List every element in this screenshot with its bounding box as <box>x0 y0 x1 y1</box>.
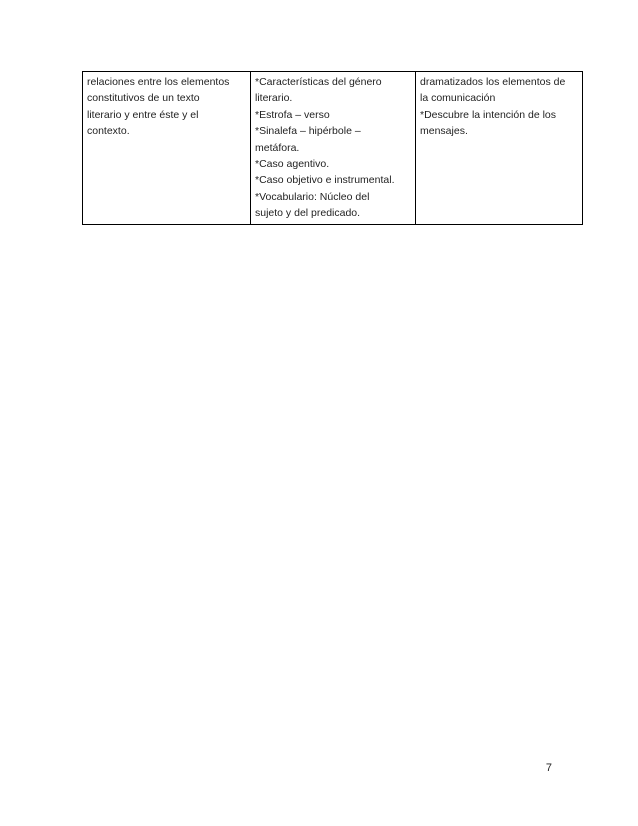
cell-line: *Características del género <box>255 76 382 88</box>
table-cell-col1 <box>83 72 251 225</box>
page-number: 7 <box>545 762 552 774</box>
cell-line: contexto. <box>87 125 130 138</box>
cell-line: *Vocabulario: Núcleo del <box>255 190 370 203</box>
cell-line: dramatizados los elementos de <box>420 76 566 88</box>
content-table <box>82 71 583 225</box>
cell-line: sujeto y del predicado. <box>255 207 361 220</box>
table-cell-col3 <box>416 72 583 225</box>
cell-line: metáfora. <box>255 141 300 154</box>
cell-line: constitutivos de un texto <box>87 92 200 105</box>
cell-line: *Caso objetivo e instrumental. <box>255 174 395 187</box>
table-row <box>83 72 583 225</box>
cell-line: *Estrofa – verso <box>255 108 330 121</box>
cell-line: literario. <box>255 92 293 105</box>
cell-line: *Descubre la intención de los <box>420 108 556 121</box>
cell-line: relaciones entre los elementos <box>87 76 230 88</box>
cell-line: literario y entre éste y el <box>87 108 199 121</box>
cell-line: la comunicación <box>420 92 496 105</box>
cell-line: mensajes. <box>420 125 468 138</box>
cell-line: *Caso agentivo. <box>255 158 330 171</box>
cell-line: *Sinalefa – hipérbole – <box>255 125 361 138</box>
table-cell-col2 <box>251 72 416 225</box>
